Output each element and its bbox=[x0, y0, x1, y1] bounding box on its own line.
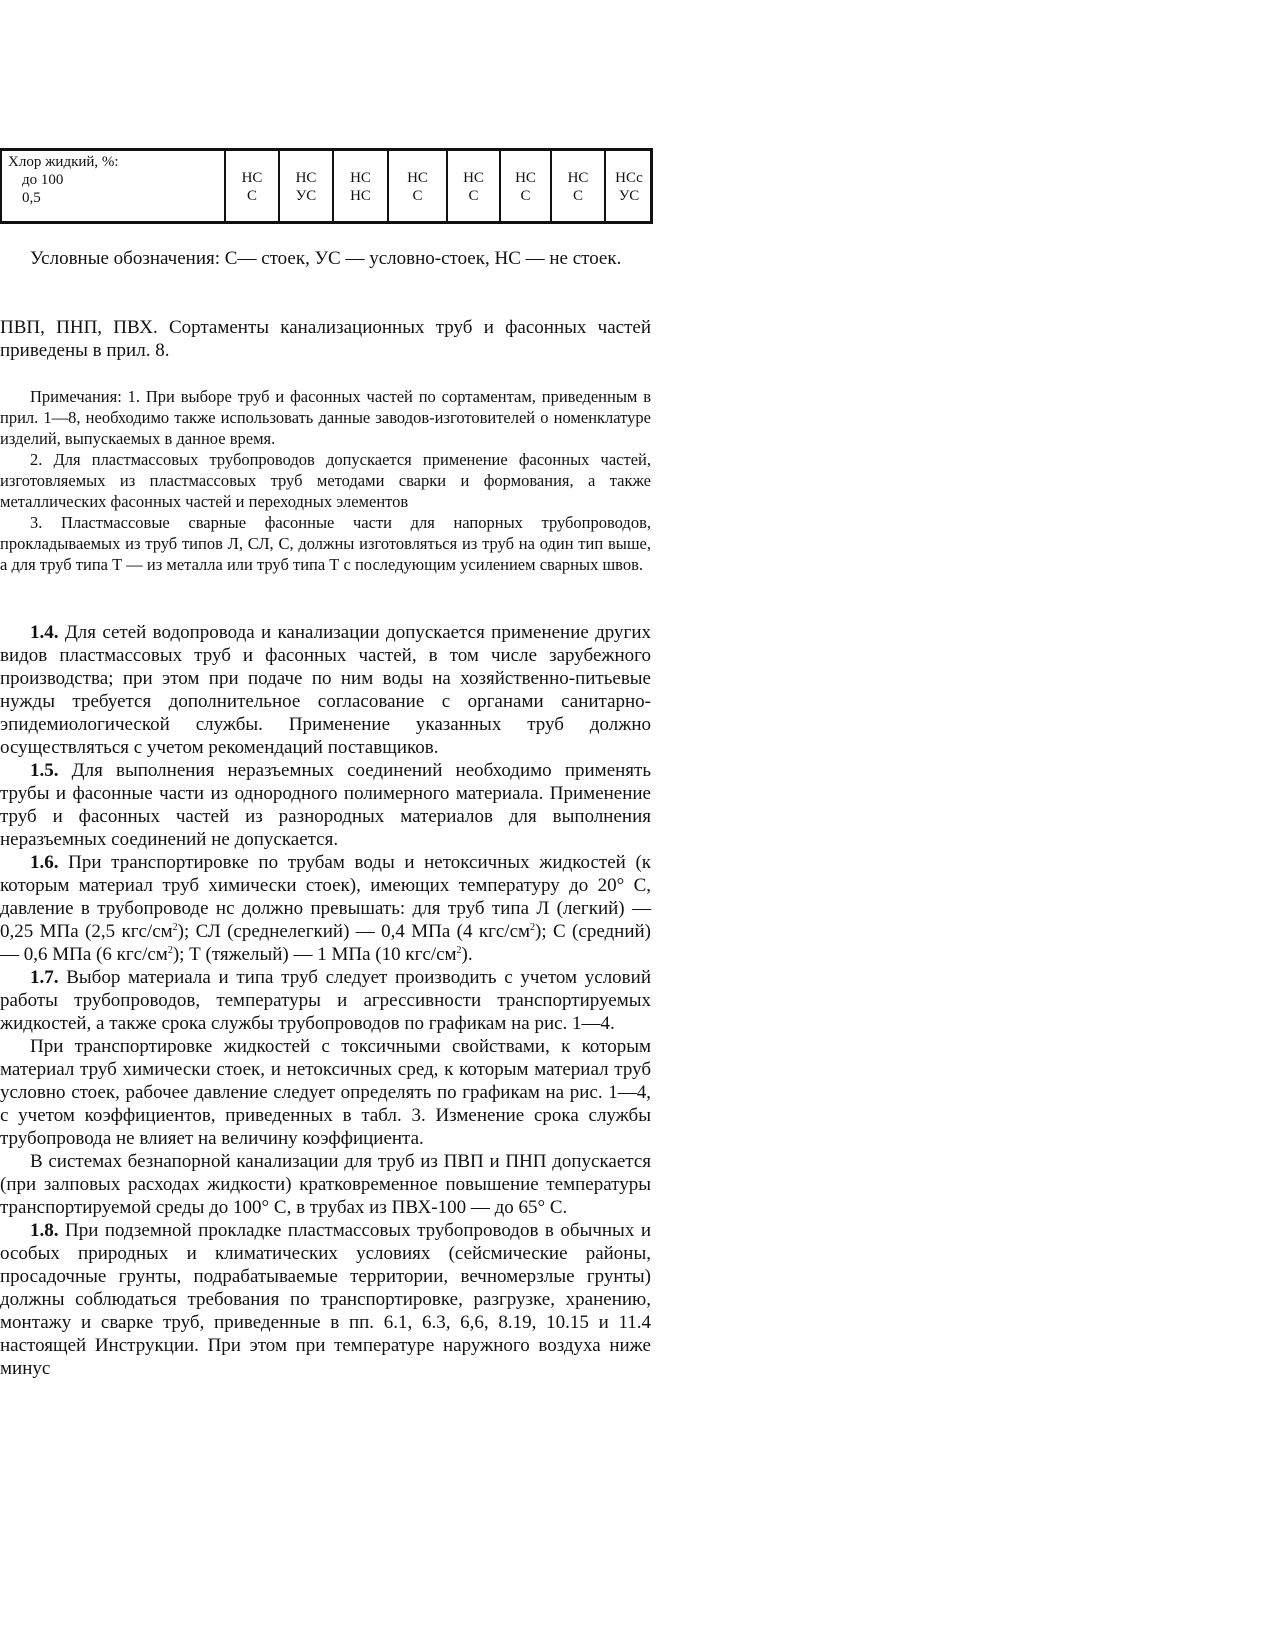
paragraph-1-7-cont-1: При транспортировке жидкостей с токсичными свойствами, к которым материал труб химически стоек, и нетоксичных сред, к которым материал труб условно стоек, рабочее давление следует определять по графикам на рис. 1—4, с учетом коэффициентов, приведенных в табл. 3. Изменение срока службы трубопровода не влияет на величину коэффициента. bbox=[0, 1036, 651, 1149]
row-label-title: Хлор жидкий, %: bbox=[8, 154, 119, 170]
cell-bottom: С bbox=[246, 188, 257, 204]
paragraph-text: ); СЛ (среднелегкий) — 0,4 МПа (4 кгс/см bbox=[177, 921, 531, 942]
cell-bottom: УС bbox=[618, 188, 640, 204]
superscript: 2 bbox=[530, 922, 536, 933]
table-cell bbox=[226, 169, 278, 205]
note-3: 3. Пластмассовые сварные фасонные части для напорных трубопроводов, прокладываемых из труб типов Л, СЛ, С, должны изготовляться из труб на один тип выше, а для труб типа Т — из металла или труб типа Т с последующим усилением сварных швов. bbox=[0, 513, 651, 574]
clause-number: 1.6. bbox=[30, 852, 59, 873]
clause-number: 1.5. bbox=[30, 760, 59, 781]
cell-top: НС bbox=[407, 170, 428, 186]
assortment-text: ПВП, ПНП, ПВХ. Сортаменты канализационных труб и фасонных частей приведены в прил. 8. bbox=[0, 317, 651, 361]
superscript: 2 bbox=[172, 922, 178, 933]
paragraph-text: Для выполнения неразъемных соединений необходимо применять трубы и фасонные части из однородного полимерного материала. Применение труб и фасонных частей из разнородных материалов для выполнения неразъемных соединений не допускается. bbox=[0, 760, 652, 850]
cell-bottom: С bbox=[412, 188, 423, 204]
paragraph-1-7-cont-2: В системах безнапорной канализации для труб из ПВП и ПНП допускается (при залповых расходах жидкости) кратковременное повышение температуры транспортируемой среды до 100° С, в трубах из ПВХ-100 — до 65° С. bbox=[0, 1151, 651, 1218]
row-label-line-2: 0,5 bbox=[22, 190, 41, 206]
cell-bottom: С bbox=[468, 188, 479, 204]
cell-bottom: С bbox=[572, 188, 583, 204]
cell-top: НС bbox=[350, 170, 371, 186]
paragraph-text: Для сетей водопровода и канализации допускается применение других видов пластмассовых труб и фасонных частей, в том числе зарубежного производства; при этом при подаче по ним воды на хозяйственно-питьевые нужды требуется дополнительное согласование с органами санитарно-эпидемиологической службы. Применение указанных труб должно осуществляться с учетом рекомендаций поставщиков. bbox=[0, 622, 652, 758]
superscript: 2 bbox=[167, 945, 173, 956]
table-cell bbox=[389, 169, 446, 205]
cell-top: НС bbox=[295, 170, 317, 186]
clause-number: 1.4. bbox=[30, 622, 59, 643]
paragraph-text: ). bbox=[461, 944, 473, 965]
resistance-table bbox=[0, 148, 653, 224]
cell-top: НС bbox=[241, 170, 263, 186]
cell-top: НС bbox=[567, 170, 589, 186]
legend-text: Условные обозначения: С— стоек, УС — условно-стоек, НС — не стоек. bbox=[30, 248, 622, 269]
paragraph-1-8 bbox=[0, 1219, 651, 1380]
note-2: 2. Для пластмассовых трубопроводов допускается применение фасонных частей, изготовляемых из пластмассовых труб методами сварки и формования, а также металлических фасонных частей и переходных элементов bbox=[0, 450, 651, 511]
paragraph-text: При подземной прокладке пластмассовых трубопроводов в обычных и особых природных и климатических условиях (сейсмические районы, просадочные грунты, подрабатываемые территории, вечномерзлые грунты) должны соблюдаться требования по транспортировке, разгрузке, хранению, монтажу и сварке труб, приведенные в пп. 6.1, 6.3, 6,6, 8.19, 10.15 и 11.4 настоящей Инструкции. При этом при температуре наружного воздуха ниже минус bbox=[0, 1220, 651, 1379]
paragraph-1-7 bbox=[0, 966, 651, 1035]
cell-bottom: НС bbox=[350, 188, 371, 204]
table-cell bbox=[552, 169, 604, 205]
clause-number: 1.7. bbox=[30, 967, 59, 988]
clause-number: 1.8. bbox=[30, 1220, 59, 1241]
legend-block bbox=[0, 247, 651, 270]
row-label-line-1: до 100 bbox=[22, 172, 64, 188]
superscript: 2 bbox=[456, 945, 462, 956]
cell-top: НС bbox=[515, 170, 536, 186]
cell-bottom: С bbox=[520, 188, 531, 204]
paragraph-text: Выбор материала и типа труб следует производить с учетом условий работы трубопроводов, температуры и агрессивности транспортируемых жидкостей, а также срока службы трубопроводов по графикам на рис. 1—4. bbox=[0, 967, 651, 1034]
note-1: Примечания: 1. При выборе труб и фасонных частей по сортаментам, приведенным в прил. 1—8, необходимо также использовать данные заводов-изготовителей о номенклатуре изделий, выпускаемых в данное время. bbox=[0, 387, 651, 448]
assortment-block bbox=[0, 316, 651, 362]
table-cell bbox=[448, 169, 499, 205]
table-cell bbox=[501, 169, 550, 205]
paragraph-text: ); Т (тяжелый) — 1 МПа (10 кгс/см bbox=[172, 944, 457, 965]
paragraph-1-6 bbox=[0, 851, 651, 966]
paragraph-1-4 bbox=[0, 621, 651, 759]
cell-top: НСс bbox=[615, 170, 643, 186]
table-cell bbox=[280, 169, 332, 205]
main-text bbox=[0, 621, 651, 1380]
table-cell bbox=[334, 169, 387, 205]
paragraph-1-5 bbox=[0, 759, 651, 851]
table-cell bbox=[606, 169, 652, 205]
table-row-label bbox=[8, 153, 119, 207]
paragraph-text: При транспортировке по трубам воды и нетоксичных жидкостей (к которым материал труб химически стоек), имеющих температуру до 20° С, давление в трубопроводе нс должно превышать: для труб типа Л (легкий) — 0,25 МПа (2,5 кгс/см bbox=[0, 852, 651, 942]
cell-bottom: УС bbox=[295, 188, 317, 204]
cell-top: НС bbox=[463, 170, 484, 186]
notes-block bbox=[0, 386, 651, 575]
paragraph-text: ); С (средний) — 0,6 МПа (6 кгс/см bbox=[0, 921, 651, 965]
